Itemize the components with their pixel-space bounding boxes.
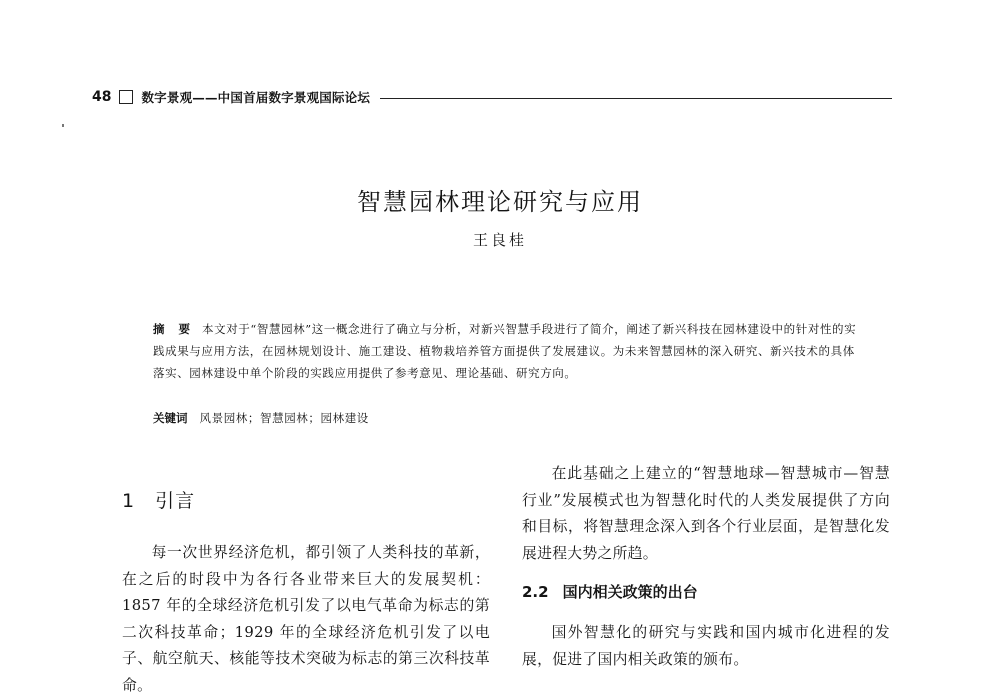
right-column xyxy=(522,461,890,567)
running-header xyxy=(92,87,892,107)
article-author: 王良桂 xyxy=(472,231,527,249)
right-column-continued xyxy=(522,620,890,673)
abstract-text: 本文对于“智慧园林”这一概念进行了确立与分析，对新兴智慧手段进行了简介，阐述了新兴科技在园林建设中的针对性的实践成果与应用方法，在园林规划设计、施工建设、植物栽培养管方面提供了发展建议。为未来智慧园林的深入研究、新兴技术的具体落实、园林建设中单个阶段的实践应用提供了参考意见、理论基础、研究方向。 xyxy=(153,322,857,380)
section-2-2-number: 2.2 xyxy=(522,583,549,601)
section-1-title: 引言 xyxy=(155,490,196,512)
keywords-text: 风景园林；智慧园林；园林建设 xyxy=(199,411,369,425)
header-rule xyxy=(380,98,892,99)
section-2-2-heading xyxy=(522,581,698,602)
page-number: 48 xyxy=(92,89,112,105)
scan-speck xyxy=(62,124,64,127)
keywords-line xyxy=(153,410,369,426)
abstract xyxy=(153,318,865,384)
section-1-paragraph: 每一次世界经济危机，都引领了人类科技的革新，在之后的时段中为各行各业带来巨大的发展契机：1857 年的全球经济危机引发了以电气革命为标志的第二次科技革命；1929 年的全球经济危机引发了以电子、航空航天、核能等技术突破为标志的第三次科技革命。 xyxy=(122,544,490,694)
abstract-label: 摘 要 xyxy=(153,322,190,336)
section-2-2-title: 国内相关政策的出台 xyxy=(562,583,698,601)
keywords-label: 关键词 xyxy=(153,411,188,425)
series-title: 数字景观——中国首届数字景观国际论坛 xyxy=(141,90,371,105)
section-1-number: 1 xyxy=(122,490,136,512)
article-title: 智慧园林理论研究与应用 xyxy=(357,188,643,216)
square-box-icon xyxy=(119,90,133,104)
left-column xyxy=(122,540,490,699)
section-1-heading xyxy=(122,486,195,513)
right-paragraph-2: 国外智慧化的研究与实践和国内城市化进程的发展，促进了国内相关政策的颁布。 xyxy=(522,624,890,668)
abstract-paragraph xyxy=(153,318,865,384)
right-paragraph-1: 在此基础之上建立的“智慧地球—智慧城市—智慧行业”发展模式也为智慧化时代的人类发展提供了方向和目标，将智慧理念深入到各个行业层面，是智慧化发展进程大势之所趋。 xyxy=(522,465,890,562)
